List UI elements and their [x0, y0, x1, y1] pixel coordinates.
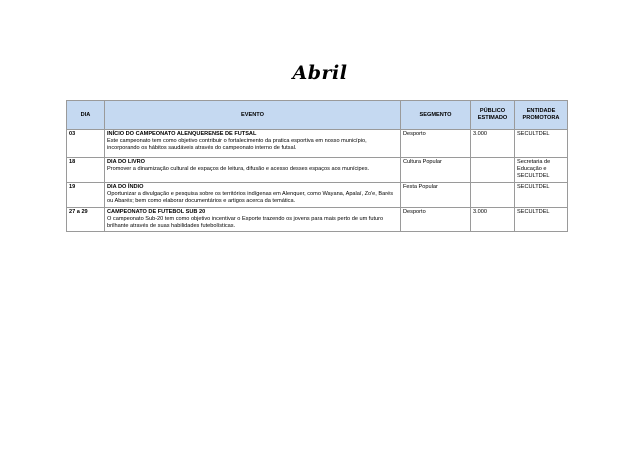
- cell-publico: [471, 158, 515, 183]
- table-row: [67, 130, 568, 158]
- header-publico: [471, 101, 515, 130]
- cell-evento: [105, 130, 401, 158]
- cell-dia: 19: [67, 183, 105, 208]
- page-title: Abril: [292, 62, 348, 84]
- cell-segmento: Cultura Popular: [401, 158, 471, 183]
- cell-publico: [471, 183, 515, 208]
- header-entidade-line1: ENTIDADE: [526, 108, 556, 114]
- cell-segmento: Desporto: [401, 208, 471, 232]
- event-title: CAMPEONATO DE FUTEBOL SUB 20: [107, 209, 206, 215]
- event-description: Este campeonato tem como objetivo contribuir o fortalecimento da pratica esportiva em nosso município, incorporando os hábitos saudáveis através do campeonato interno de futsal.: [107, 138, 367, 151]
- event-title: DIA DO LIVRO: [107, 159, 146, 165]
- header-entidade: [515, 101, 568, 130]
- table-row: [67, 183, 568, 208]
- event-description: Oportunizar a divulgação e pesquisa sobre os territórios indígenas em Alenquer, como Wayana, Apalaí, Zo'e, Barés ou Abarés; bem como elaborar documentários e artigos acerca da temática.: [107, 191, 393, 204]
- cell-dia: 27 a 29: [67, 208, 105, 232]
- cell-publico: 3.000: [471, 130, 515, 158]
- table-row: [67, 208, 568, 232]
- cell-publico: 3.000: [471, 208, 515, 232]
- events-table: [66, 100, 568, 232]
- header-dia: DIA: [67, 101, 105, 130]
- event-description: Promover a dinamização cultural de espaços de leitura, difusão e acesso desses espaços aos munícipes.: [107, 166, 370, 172]
- cell-evento: [105, 183, 401, 208]
- cell-segmento: Festa Popular: [401, 183, 471, 208]
- header-segmento: SEGMENTO: [401, 101, 471, 130]
- table-row: [67, 158, 568, 183]
- cell-entidade: SECULTDEL: [515, 208, 568, 232]
- cell-evento: [105, 158, 401, 183]
- cell-entidade: SECULTDEL: [515, 183, 568, 208]
- cell-dia: 18: [67, 158, 105, 183]
- cell-evento: [105, 208, 401, 232]
- cell-entidade: Secretaria de Educação e SECULTDEL: [515, 158, 568, 183]
- header-entidade-line2: PROMOTORA: [522, 115, 560, 121]
- table-header-row: [67, 101, 568, 130]
- header-publico-line1: PÚBLICO: [479, 108, 506, 114]
- header-evento: EVENTO: [105, 101, 401, 130]
- event-title: INÍCIO DO CAMPEONATO ALENQUERENSE DE FUTSAL: [107, 131, 257, 137]
- header-publico-line2: ESTIMADO: [477, 115, 508, 121]
- event-description: O campeonato Sub-20 tem como objetivo incentivar o Esporte trazendo os jovens para mais perto de um futuro brilhante através de suas habilidades futebolísticas.: [107, 216, 384, 229]
- cell-entidade: SECULTDEL: [515, 130, 568, 158]
- cell-dia: 03: [67, 130, 105, 158]
- event-title: DIA DO ÍNDIO: [107, 184, 144, 190]
- cell-segmento: Desporto: [401, 130, 471, 158]
